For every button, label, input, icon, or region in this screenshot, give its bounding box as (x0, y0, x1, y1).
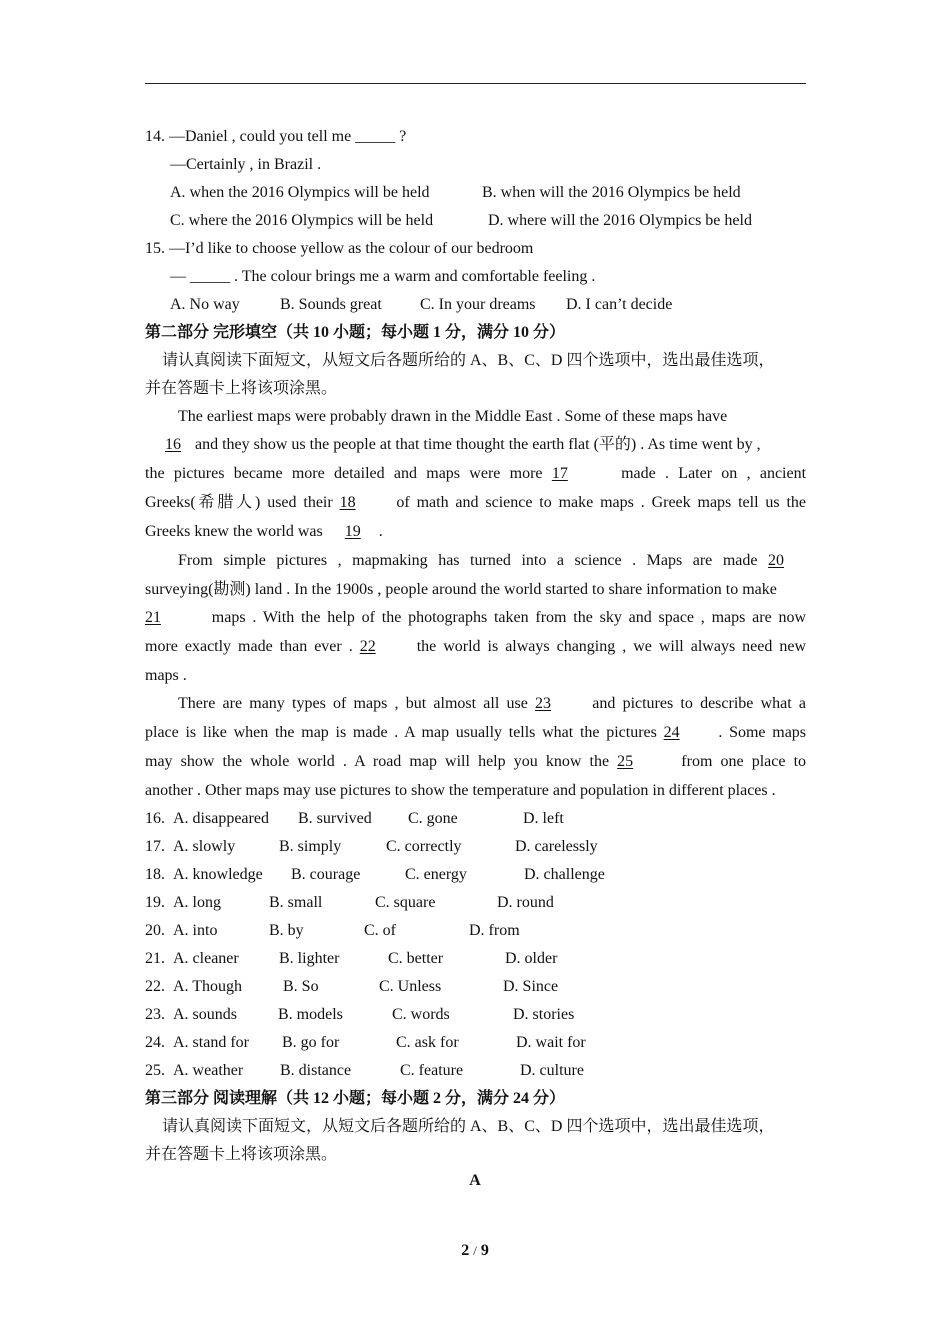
option-number: 23. (145, 1006, 165, 1023)
q14-option-a: A. when the 2016 Olympics will be held (170, 184, 430, 201)
page-separator: / (473, 1243, 477, 1258)
option-number: 24. (145, 1034, 165, 1051)
blank-25: 25 (617, 753, 634, 770)
section-a-title: A (469, 1172, 481, 1189)
passage-text: may show the whole world . A road map will help you know the (145, 753, 610, 770)
option-a: A. knowledge (173, 866, 263, 883)
option-c: C. words (392, 1006, 450, 1023)
passage-text: Greeks knew the world was (145, 523, 323, 540)
option-c: C. Unless (379, 978, 442, 995)
passage-text: There are many types of maps , but almost all use (178, 695, 528, 712)
option-row (145, 893, 806, 913)
passage-line: surveying(勘测) land . In the 1900s , people around the world started to share information to make (145, 581, 777, 598)
passage-text: made . Later on , ancient (621, 465, 807, 482)
header-rule (145, 83, 806, 84)
passage-text: and pictures to describe what a (592, 695, 807, 712)
option-d: D. from (469, 922, 520, 939)
passage-line: another . Other maps may use pictures to show the temperature and population in different places . (145, 782, 776, 799)
option-a: A. slowly (173, 838, 236, 855)
option-c: C. energy (405, 866, 467, 883)
passage-line (145, 637, 806, 657)
option-number: 22. (145, 978, 165, 995)
passage-line: maps . (145, 667, 187, 684)
option-number: 18. (145, 866, 165, 883)
q14-option-b: B. when will the 2016 Olympics be held (482, 184, 741, 201)
option-d: D. challenge (524, 866, 605, 883)
option-number: 19. (145, 894, 165, 911)
option-b: B. lighter (279, 950, 340, 967)
passage-text: more exactly made than ever . (145, 638, 353, 655)
passage-line (145, 752, 806, 772)
passage-text: . Some maps (718, 724, 807, 741)
option-number: 21. (145, 950, 165, 967)
option-a: A. long (173, 894, 221, 911)
option-b: B. courage (291, 866, 361, 883)
q15-option-b: B. Sounds great (280, 296, 382, 313)
option-b: B. go for (282, 1034, 340, 1051)
blank-17: 17 (551, 465, 568, 482)
option-b: B. survived (298, 810, 372, 827)
option-number: 20. (145, 922, 165, 939)
option-row (145, 837, 806, 857)
option-c: C. correctly (386, 838, 462, 855)
option-c: C. feature (400, 1062, 464, 1079)
option-a: A. into (173, 922, 218, 939)
option-a: A. weather (173, 1062, 244, 1079)
blank-18: 18 (339, 494, 356, 511)
q14-option-d: D. where will the 2016 Olympics be held (488, 212, 752, 229)
q14-options-cd (170, 211, 806, 231)
option-number: 16. (145, 810, 165, 827)
option-row (145, 949, 806, 969)
option-c: C. of (364, 922, 396, 939)
option-row (145, 1005, 806, 1025)
q14-options-ab (170, 183, 806, 203)
page-number (0, 1242, 950, 1260)
passage-line (145, 608, 806, 628)
option-c: C. gone (408, 810, 458, 827)
option-row (145, 977, 806, 997)
passage-line (178, 551, 806, 571)
option-a: A. Though (173, 978, 243, 995)
option-b: B. simply (279, 838, 342, 855)
passage-text: from one place to (681, 753, 807, 770)
option-row (145, 1061, 806, 1081)
option-b: B. small (269, 894, 323, 911)
passage-text: and they show us the people at that time thought the earth flat (平的) . As time went by , (191, 436, 761, 453)
current-page: 2 (461, 1242, 470, 1259)
passage-line (145, 522, 806, 542)
option-b: B. by (269, 922, 304, 939)
q15-option-c: C. In your dreams (420, 296, 536, 313)
q15-stem: 15. —I’d like to choose yellow as the colour of our bedroom (145, 240, 534, 257)
blank-23: 23 (535, 695, 552, 712)
part3-heading: 第三部分 阅读理解（共 12 小题；每小题 2 分，满分 24 分） (145, 1090, 566, 1107)
option-d: D. carelessly (515, 838, 598, 855)
option-row (145, 809, 806, 829)
passage-line (145, 464, 806, 484)
passage-line (145, 493, 806, 513)
option-row (145, 921, 806, 941)
passage-text: From simple pictures , mapmaking has turned into a science . Maps are made (178, 552, 758, 569)
option-d: D. left (523, 810, 564, 827)
option-a: A. stand for (173, 1034, 249, 1051)
q15-reply: — _____ . The colour brings me a warm and comfortable feeling . (170, 268, 596, 285)
passage-line (145, 723, 806, 743)
blank-19: 19 (344, 523, 361, 540)
passage-text: Greeks(希腊人) used their (145, 494, 333, 511)
blank-24: 24 (663, 724, 680, 741)
q14-reply: —Certainly , in Brazil . (170, 156, 322, 173)
passage-text: the world is always changing , we will always need new (416, 638, 806, 655)
total-pages: 9 (480, 1242, 489, 1259)
passage-line (145, 435, 806, 455)
q14-stem: 14. —Daniel , could you tell me _____ ? (145, 128, 407, 145)
option-number: 17. (145, 838, 165, 855)
option-d: D. stories (513, 1006, 575, 1023)
option-row (145, 1033, 806, 1053)
blank-20: 20 (768, 552, 785, 569)
option-a: A. cleaner (173, 950, 239, 967)
q14-option-c: C. where the 2016 Olympics will be held (170, 212, 434, 229)
passage-line (178, 694, 806, 714)
option-a: A. sounds (173, 1006, 238, 1023)
option-b: B. So (283, 978, 319, 995)
option-row (145, 865, 806, 885)
passage-text: the pictures became more detailed and maps were more (145, 465, 543, 482)
blank-22: 22 (359, 638, 376, 655)
option-c: C. square (375, 894, 436, 911)
passage-text: maps . With the help of the photographs taken from the sky and space , maps are now (211, 609, 807, 626)
option-c: C. ask for (396, 1034, 459, 1051)
part2-instruction-1: 请认真阅读下面短文，从短文后各题所给的 A、B、C、D 四个选项中，选出最佳选项， (162, 352, 775, 369)
option-d: D. round (497, 894, 554, 911)
blank-21: 21 (145, 609, 161, 626)
q15-option-a: A. No way (170, 296, 240, 313)
option-a: A. disappeared (173, 810, 269, 827)
passage-text: of math and science to make maps . Greek maps tell us the (396, 494, 807, 511)
passage-text: place is like when the map is made . A map usually tells what the pictures (145, 724, 657, 741)
option-d: D. wait for (516, 1034, 586, 1051)
q15-option-d: D. I can’t decide (566, 296, 673, 313)
part3-instruction-1: 请认真阅读下面短文，从短文后各题所给的 A、B、C、D 四个选项中，选出最佳选项， (162, 1118, 775, 1135)
option-number: 25. (145, 1062, 165, 1079)
passage-text: . (378, 523, 383, 540)
blank-16: 16 (165, 436, 181, 453)
option-d: D. Since (503, 978, 559, 995)
part3-instruction-2: 并在答题卡上将该项涂黑。 (145, 1146, 338, 1163)
passage-line: The earliest maps were probably drawn in the Middle East . Some of these maps have (178, 408, 728, 425)
option-d: D. older (505, 950, 558, 967)
option-d: D. culture (520, 1062, 584, 1079)
part2-instruction-2: 并在答题卡上将该项涂黑。 (145, 380, 338, 397)
option-c: C. better (388, 950, 444, 967)
q15-options (170, 295, 806, 315)
part2-heading: 第二部分 完形填空（共 10 小题；每小题 1 分，满分 10 分） (145, 324, 566, 341)
option-b: B. models (278, 1006, 343, 1023)
option-b: B. distance (280, 1062, 352, 1079)
